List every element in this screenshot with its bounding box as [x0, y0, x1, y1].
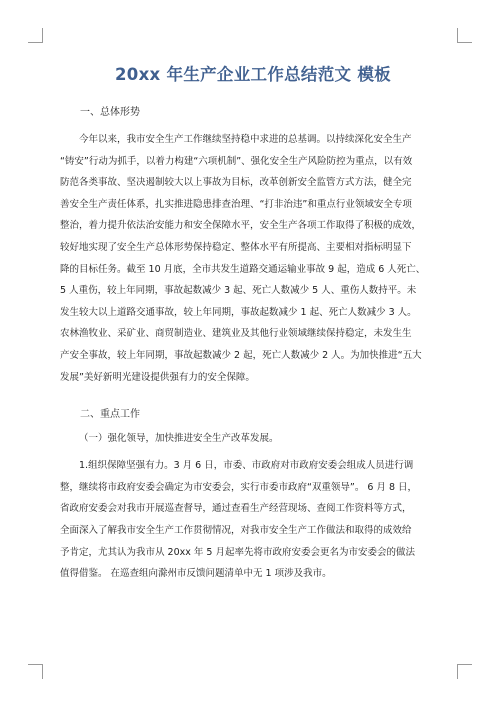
- paragraph-line: 产安全事故，较上年同期，事故起数减少 2 起，死亡人数减少 2 人。为加快推进“五大: [60, 349, 422, 361]
- paragraph-line: 防范各类事故、坚决遏制较大以上事故为目标，改革创新安全监管方式方法，健全完: [60, 177, 412, 189]
- paragraph-overall-situation: [60, 129, 446, 388]
- document-page: [60, 64, 446, 585]
- subheading-strengthen-leadership: （一）强化领导，加快推进安全生产改革发展。: [79, 433, 279, 445]
- paragraph-line: 善安全生产责任体系，扎实推进隐患排查治理、“打非治违”和重点行业领域安全专项: [60, 198, 412, 210]
- paragraph-line: 全面深入了解我市安全生产工作贯彻情况，对我市安全生产工作做法和取得的成效给: [60, 524, 412, 536]
- paragraph-line: 今年以来，我市安全生产工作继续坚持稳中求进的总基调。以持续深化安全生产: [79, 134, 412, 145]
- paragraph-line: 农林渔牧业、采矿业、商贸制造业、建筑业及其他行业领域继续保持稳定，未发生生: [60, 328, 412, 340]
- paragraph-line: “铸安”行动为抓手，以着力构建“六项机制”、强化安全生产风险防控为重点，以有效: [60, 155, 413, 167]
- crop-mark-top-left: [28, 28, 43, 43]
- paragraph-line: 值得借鉴。 在巡查组向滁州市反馈问题清单中无 1 项涉及我市。: [60, 568, 332, 580]
- paragraph-organizational-support: [60, 455, 446, 585]
- paragraph-line: 省政府安委会对我市开展巡查督导，通过查看生产经营现场、查阅工作资料等方式，: [60, 503, 412, 515]
- paragraph-line: 5 人重伤，较上年同期，事故起数减少 3 起、死亡人数减少 5 人、重伤人数持平。未: [60, 285, 417, 297]
- paragraph-line: 发生较大以上道路交通事故，较上年同期，事故起数减少 1 起、死亡人数减少 3 人。: [60, 306, 417, 318]
- paragraph-line: 整，继续将市政府安委会确定为市安委会，实行市委市政府“双重领导”。 6 月 8 日，: [60, 481, 418, 493]
- paragraph-line: 降的目标任务。截至 10 月底，全市共发生道路交通运输业事故 9 起，造成 6 人死亡、: [60, 263, 426, 275]
- paragraph-line: 整治，着力提升依法治安能力和安全保障水平，安全生产各项工作取得了积极的成效，: [60, 220, 422, 232]
- crop-mark-top-right: [457, 28, 472, 43]
- paragraph-line: 较好地实现了安全生产总体形势保持稳定、整体水平有所提高、主要相对指标明显下: [60, 241, 412, 253]
- paragraph-line: 予肯定，尤其认为我市从 20xx 年 5 月起率先将市政府安委会更名为市安委会的做法: [60, 546, 415, 558]
- section-heading-overall-situation: 一、总体形势: [80, 107, 140, 118]
- crop-mark-bottom-left: [28, 664, 43, 679]
- section-heading-key-work: 二、重点工作: [80, 409, 140, 421]
- document-title: 20xx 年生产企业工作总结范文 模板: [115, 65, 391, 84]
- crop-mark-bottom-right: [457, 664, 472, 679]
- paragraph-line: 发展”美好新明光建设提供强有力的安全保障。: [60, 371, 255, 383]
- paragraph-line: 1.组织保障坚强有力。3 月 6 日，市委、市政府对市政府安委会组成人员进行调: [79, 460, 414, 472]
